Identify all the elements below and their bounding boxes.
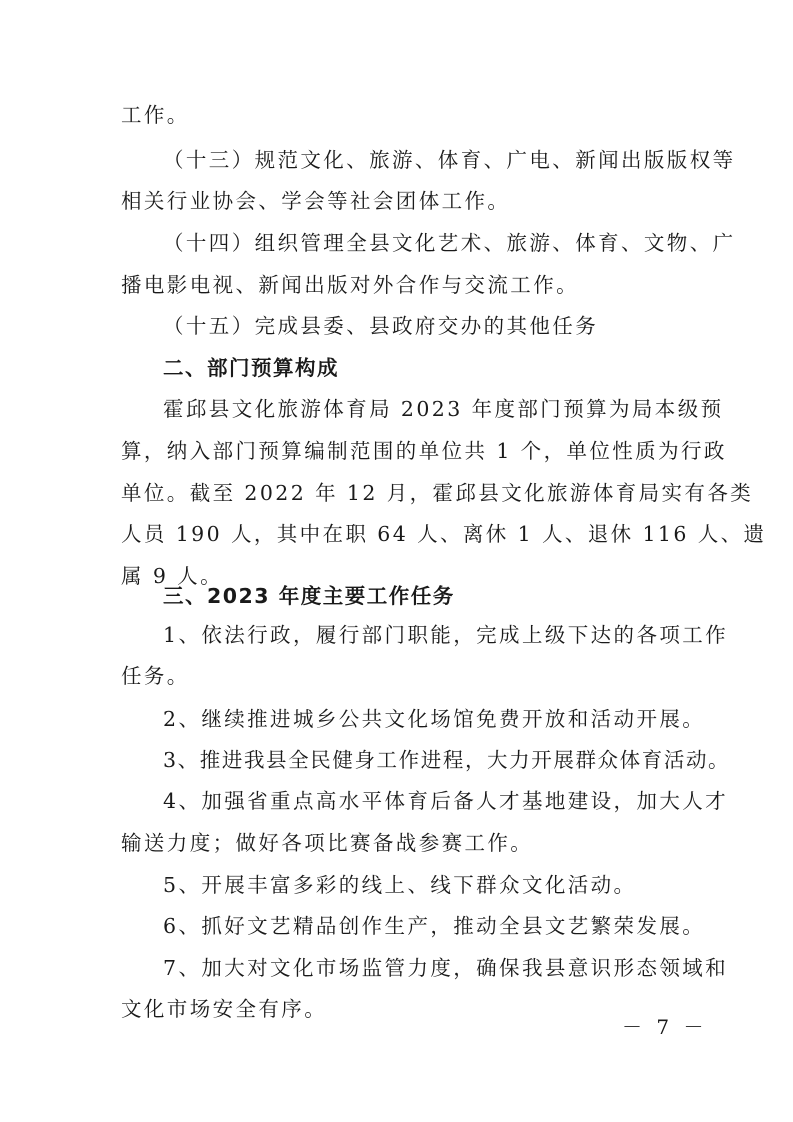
text-line: 3、推进我县全民健身工作进程，大力开展群众体育活动。 <box>163 748 731 772</box>
text-line: 属 9 人。 <box>121 564 223 588</box>
text-line: 人员 190 人，其中在职 64 人、离休 1 人、退休 116 人、遗 <box>121 522 767 546</box>
text-line: （十四）组织管理全县文化艺术、旅游、体育、文物、广 <box>163 231 736 255</box>
page-number: － 7 － <box>622 1015 708 1039</box>
text-line: 4、加强省重点高水平体育后备人才基地建设，加大人才 <box>163 789 729 813</box>
text-line: 霍邱县文化旅游体育局 2023 年度部门预算为局本级预 <box>163 397 724 421</box>
text-line: 算，纳入部门预算编制范围的单位共 1 个，单位性质为行政 <box>121 439 727 463</box>
text-line: 1、依法行政，履行部门职能，完成上级下达的各项工作 <box>163 623 729 647</box>
text-line: 播电影电视、新闻出版对外合作与交流工作。 <box>121 273 579 297</box>
text-line: 6、抓好文艺精品创作生产，推动全县文艺繁荣发展。 <box>163 914 706 938</box>
text-line: 2、继续推进城乡公共文化场馆免费开放和活动开展。 <box>163 707 706 731</box>
section-heading: 二、部门预算构成 <box>163 356 339 380</box>
text-line: （十三）规范文化、旅游、体育、广电、新闻出版版权等 <box>163 148 736 172</box>
text-line: 5、开展丰富多彩的线上、线下群众文化活动。 <box>163 873 637 897</box>
text-line: 工作。 <box>121 103 190 127</box>
text-line: 输送力度；做好各项比赛备战参赛工作。 <box>121 831 534 855</box>
section-heading: 三、2023 年度主要工作任务 <box>163 584 455 608</box>
text-line: 任务。 <box>121 664 190 688</box>
text-line: （十五）完成县委、县政府交办的其他任务 <box>163 314 599 338</box>
text-line: 相关行业协会、学会等社会团体工作。 <box>121 189 511 213</box>
text-line: 文化市场安全有序。 <box>121 997 328 1021</box>
text-line: 7、加大对文化市场监管力度，确保我县意识形态领域和 <box>163 956 729 980</box>
text-line: 单位。截至 2022 年 12 月，霍邱县文化旅游体育局实有各类 <box>121 481 754 505</box>
